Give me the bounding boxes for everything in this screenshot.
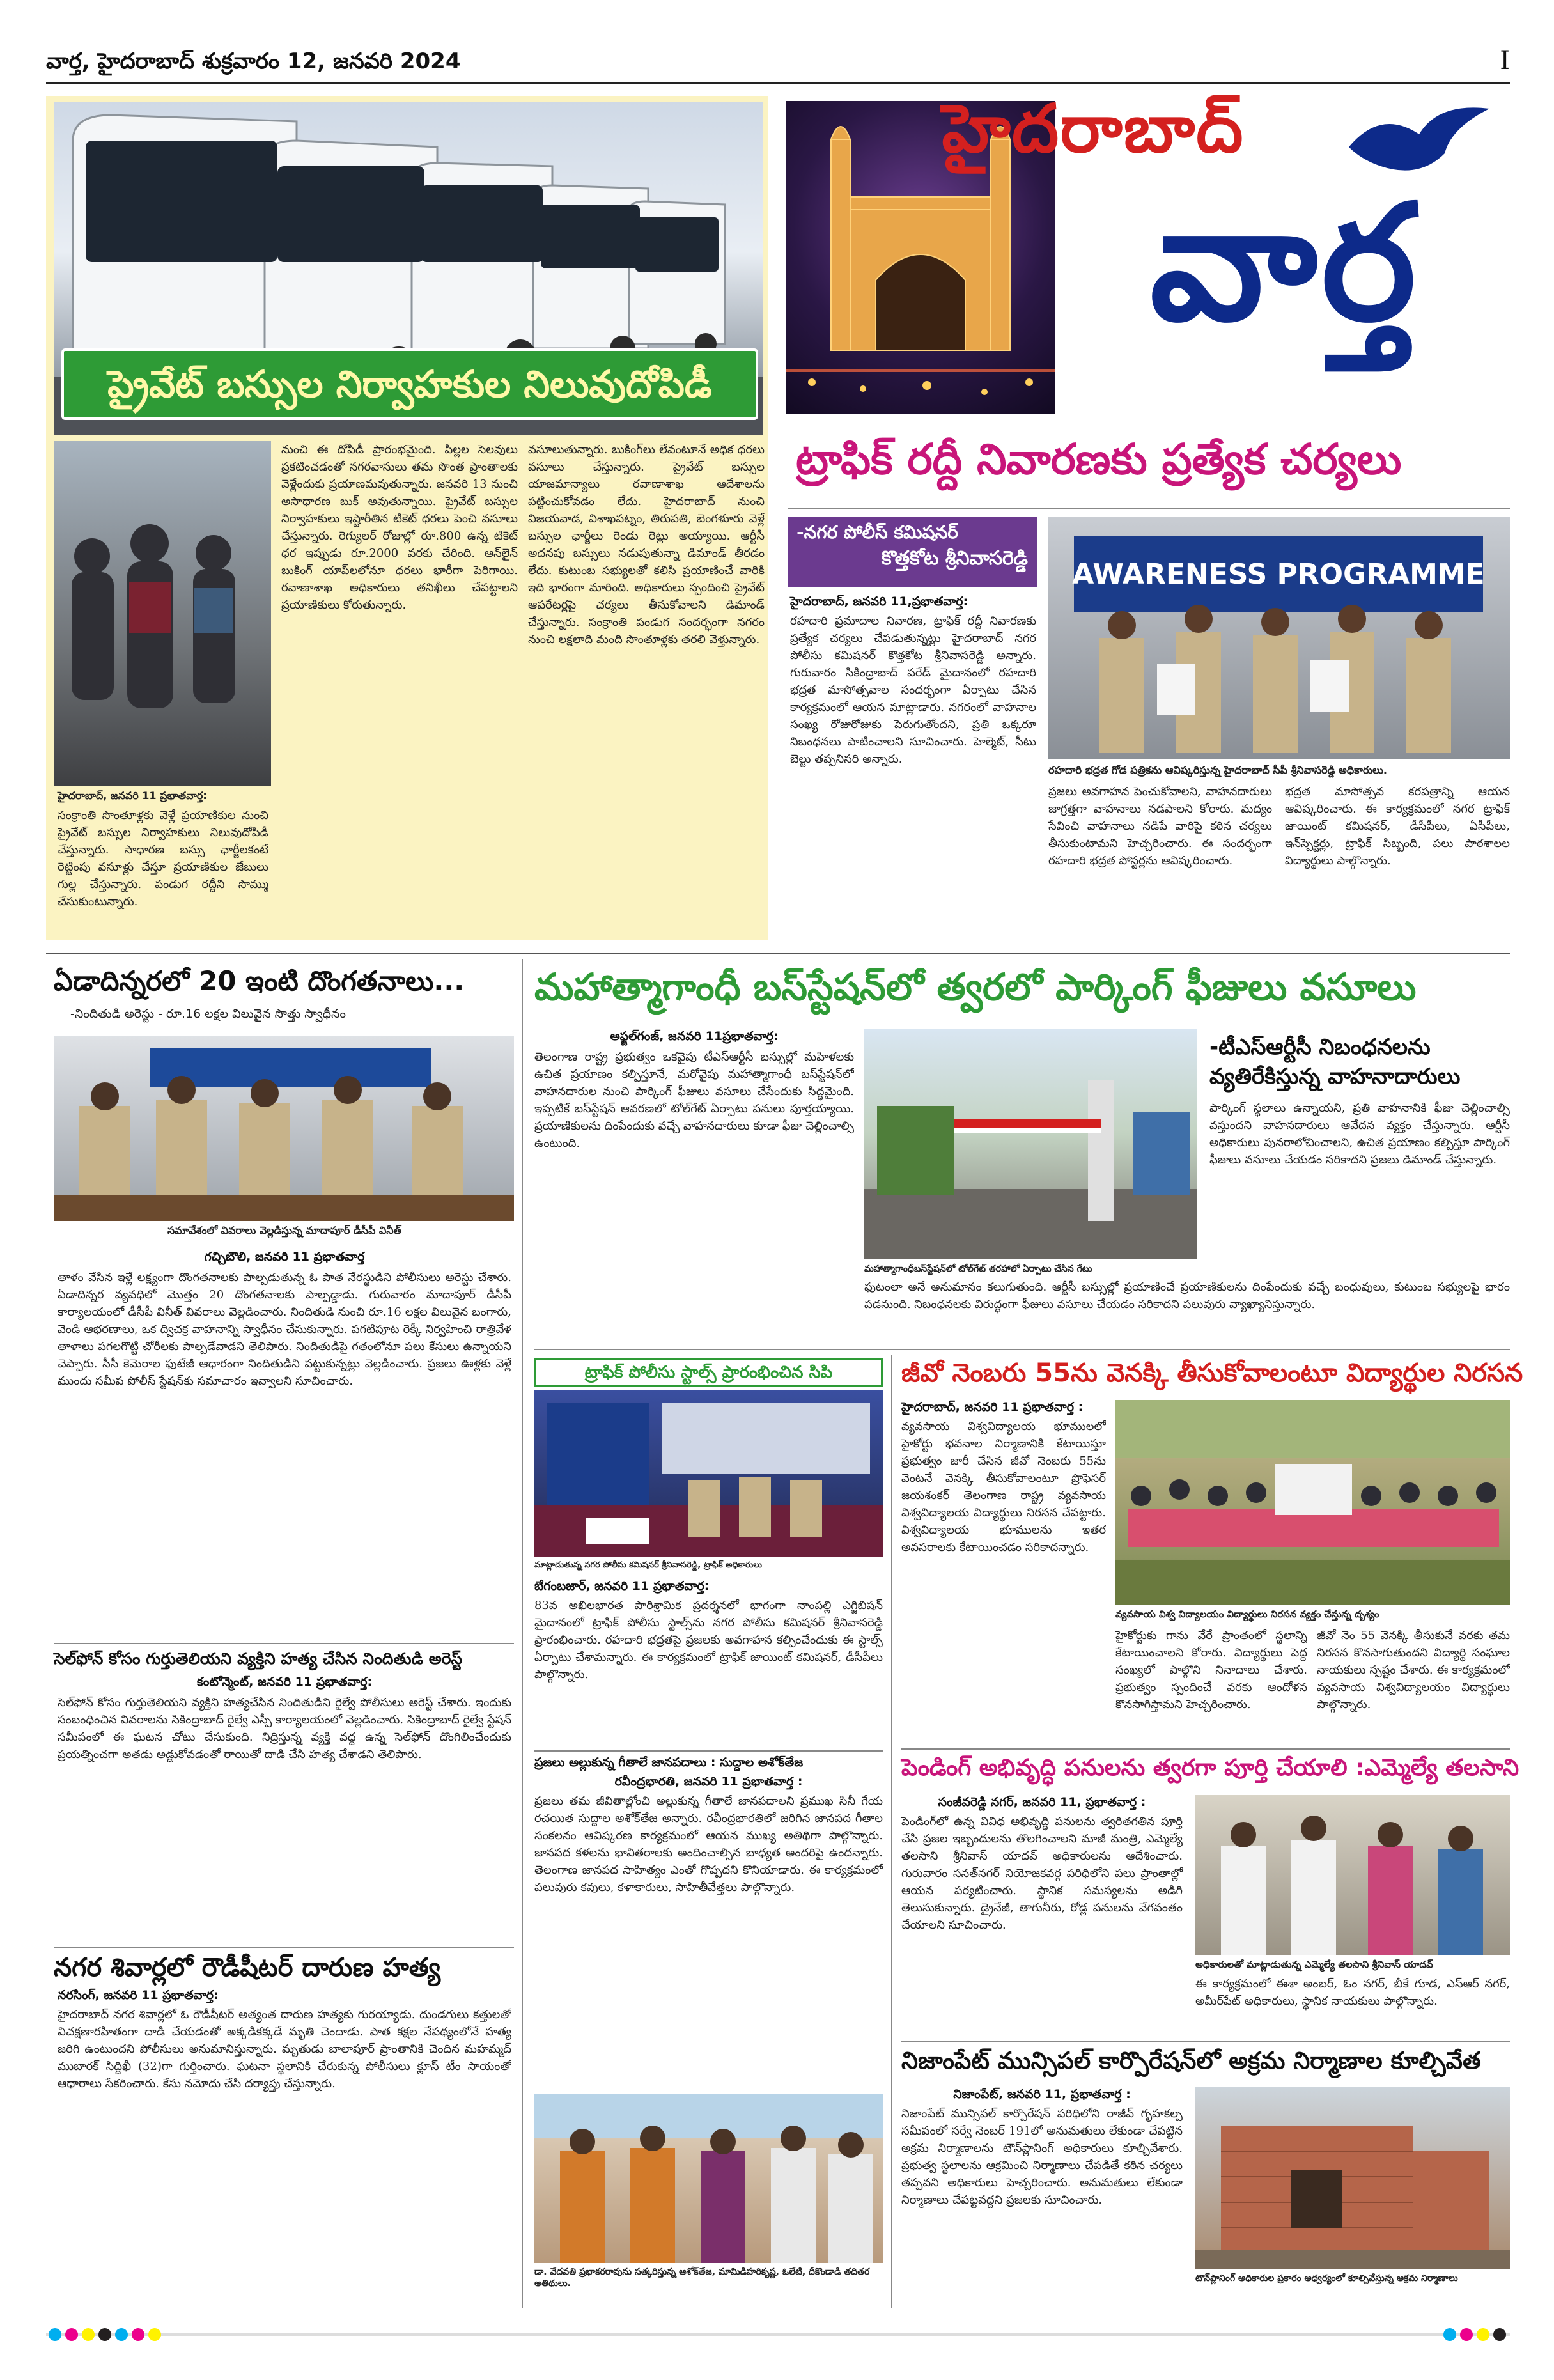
go55-dateline: హైదరాబాద్, జనవరి 11 ప్రభాతవార్త : (901, 1400, 1084, 1414)
demolition-photo-caption: టౌన్‌ప్లానింగ్ అధికారుల ప్రకారం అధ్వర్యంలో కూల్చివేస్తున్న అక్రమ నిర్మాణాలు (1195, 2273, 1458, 2283)
bus-body-col3: వసూలుతున్నారు. బుకింగ్‌లు లేవంటూనే అధిక ధరలు వసూలు చేస్తున్నారు. ప్రైవేట్ బస్సుల యాజమాన్యాలు రవాణాశాఖ ఆదేశాలను పట్టించుకోవడం లేదు. హైదరాబాద్ నుంచి విజయవాడ, విశాఖపట్నం, తిరుపతి, బెంగళూరు వెళ్లే బస్సుల ఛార్జీలు రెండు రెట్లు అయ్యాయి. ఆర్టీసీ అదనపు బస్సులు నడుపుతున్నా డిమాండ్ తీరడం లేదు. కుటుంబ సభ్యులతో కలిసి ప్రయాణించే వారికి ఇది భారంగా మారింది. అధికారులు స్పందించి ప్రైవేట్ ఆపరేటర్లపై చర్యలు తీసుకోవాలని డిమాండ్ చేస్తున్నారు. సంక్రాంతి పండుగ సందర్భంగా నగరం నుంచి లక్షలాది మంది సొంతూళ్లకు తరలి వెళ్తున్నారు. (528, 443, 765, 646)
naamtej-photo-caption: డా. వేదవతి ప్రభాకరరావును సత్కరిస్తున్న ఆశోక్‌తేజ, మామిడిహరికృష్ణ, ఓలేటి, దీకొండాడి తదితర అతిథులు. (534, 2267, 870, 2289)
naamtej-headline: ప్రజలు అల్లుకున్న గీతాలే జానపదాలు : సుద్దాల అశోక్‌తేజ (534, 1755, 804, 1769)
theft-photo (54, 1036, 514, 1221)
traffic-headline: ట్రాఫిక్ రద్దీ నివారణకు ప్రత్యేక చర్యలు (796, 435, 1402, 484)
naamtej-photo (534, 2094, 883, 2263)
toll-gate-illustration (864, 1029, 1197, 1259)
nizampet-body: నిజాంపేట్ మున్సిపల్ కార్పొరేషన్ పరిధిలోని రాజీవ్ గృహకల్ప సమీపంలో సర్వే నెంబర్ 191లో అనుమతులు లేకుండా చేపట్టిన అక్రమ నిర్మాణాలను టౌన్‌ప్లానింగ్ అధికారులు కూల్చివేశారు. ప్రభుత్వ స్థలాలను ఆక్రమించి నిర్మాణాలు చేపడితే కఠిన చర్యలు తప్పవని అధికారులు హెచ్చరించారు. అనుమతులు లేకుండా నిర్మాణాలు చేపట్టవద్దని ప్రజలకు సూచించారు. (901, 2107, 1183, 2207)
traffic-quote-box (788, 517, 1037, 587)
section-rule-4 (901, 2041, 1510, 2042)
left-column-rule (522, 959, 523, 2308)
nizampet-headline: నిజాంపేట్ మున్సిపల్ కార్పొరేషన్‌లో అక్రమ నిర్మాణాల కూల్చివేత (901, 2047, 1481, 2074)
traffic-quote-line1: -నగర పోలీస్ కమిషనర్ (796, 522, 958, 543)
naamtej-dateline: రవీంద్రభారతి, జనవరి 11 ప్రభాతవార్త : (614, 1775, 803, 1789)
theft-subhead: -నిందితుడి అరెస్టు - రూ.16 లక్షల విలువైన సొత్తు స్వాధీనం (70, 1007, 346, 1021)
traffic-event-illustration (1048, 517, 1510, 759)
protest-photo-caption: వ్యవసాయ విశ్వ విద్యాలయం విద్యార్థులు నిరసన వ్యక్తం చేస్తున్న దృశ్యం (1115, 1608, 1379, 1620)
traffic-dateline: హైదరాబాద్, జనవరి 11,ప్రభాతవార్త: (790, 595, 968, 609)
theft-headline: ఏడాదిన్నరలో 20 ఇంటి దొంగతనాలు... (54, 965, 465, 997)
dove-logo (1342, 96, 1496, 185)
protest-illustration (1115, 1400, 1510, 1605)
theft-photo-caption: సమావేశంలో వివరాలు వెల్లడిస్తున్న మాదాపూర్ డీసీపీ వినీత్ (167, 1224, 401, 1236)
svg-text:AWARENESS PROGRAMME: AWARENESS PROGRAMME (1072, 558, 1485, 591)
bus-headline: ప్రైవేట్ బస్సుల నిర్వాహకుల నిలువుదోపిడీ (107, 362, 712, 406)
rowdy-headline: నగర శివార్లలో రౌడీషీటర్ దారుణ హత్య (54, 1953, 441, 1982)
pending-body-col1: పెండింగ్‌లో ఉన్న వివిధ అభివృద్ధి పనులను త్వరితగతిన పూర్తి చేసి ప్రజల ఇబ్బందులను తొలగించాలని మాజీ మంత్రి, ఎమ్మెల్యే తలసాని శ్రీనివాస్ యాదవ్ అధికారులను ఆదేశించారు. గురువారం సనత్‌నగర్ నియోజకవర్గ పరిధిలోని పలు ప్రాంతాల్లో ఆయన పర్యటించారు. స్థానిక సమస్యలను అడిగి తెలుసుకున్నారు. డ్రైనేజీ, తాగునీరు, రోడ్ల పనులను వేగవంతం చేయాలని సూచించారు. (901, 1815, 1183, 1932)
naamtej-top-rule (534, 1750, 883, 1752)
traffic-photo (1048, 517, 1510, 759)
section-rule-2 (534, 1349, 1510, 1350)
stalls-dateline: బేగంబజార్, జనవరి 11 ప్రభాతవార్త: (534, 1579, 710, 1593)
toll-gate-caption: మహాత్మాగాంధీబస్‌స్టేషన్‌లో టోల్‌గేట్ తరహాలో ఏర్పాటు చేసిన గేటు (864, 1264, 1092, 1274)
cellphone-dateline: కంటోన్మెంట్, జనవరి 11 ప్రభాతవార్త: (196, 1675, 373, 1689)
nizampet-dateline: నిజాంపేట్, జనవరి 11, ప్రభాతవార్త : (953, 2087, 1131, 2101)
masthead-line: వార్త, హైదరాబాద్ శుక్రవారం 12, జనవరి 2024 (46, 49, 461, 74)
bus-body-col2: నుంచి ఈ దోపిడీ ప్రారంభమైంది. పిల్లల సెలవులు ప్రకటించడంతో నగరవాసులు తమ సొంత ప్రాంతాలకు వెళ్లేందుకు ప్రయాణమవుతున్నారు. జనవరి 13 నుంచి అసాధారణ బుక్ అవుతున్నాయి. ప్రైవేట్ బస్సుల నిర్వాహకులు ఇష్టారీతిన టికెట్ ధరలు పెంచి వసూలు చేస్తున్నారు. రెగ్యులర్ రోజుల్లో రూ.800 ఉన్న టికెట్ ధర ఇప్పుడు రూ.2000 వరకు చేరింది. ఆన్‌లైన్ బుకింగ్ యాప్‌లలోనూ ధరలు భారీగా పెరిగాయి. రవాణాశాఖ అధికారులు తనిఖీలు చేపట్టాలని ప్రయాణికులు కోరుతున్నారు. (281, 443, 518, 612)
pending-photo (1195, 1795, 1510, 1955)
rowdy-top-rule (54, 1947, 514, 1948)
commuters-photo (54, 441, 271, 786)
theft-body: తాళం వేసిన ఇళ్లే లక్ష్యంగా దొంగతనాలకు పాల్పడుతున్న ఓ పాత నేరస్థుడిని పోలీసులు అరెస్టు చేశారు. ఏడాదిన్నర వ్యవధిలో మొత్తం 20 దొంగతనాలకు పాల్పడ్డాడు. గురువారం మాదాపూర్ డీసీపీ కార్యాలయంలో డీసీపీ వినీత్ వివరాలు వెల్లడించారు. నిందితుడి నుంచి రూ.16 లక్షల విలువైన బంగారు, వెండి ఆభరణాలు, ఒక ద్విచక్ర వాహనాన్ని స్వాధీనం చేసుకున్నారు. పగటిపూట రెక్కీ నిర్వహించి రాత్రివేళ తాళాలు పగలగొట్టి చోరీలకు పాల్పడేవాడని తెలిపారు. నిందితుడిపై గతంలోనూ పలు కేసులు ఉన్నాయని చెప్పారు. సీసీ కెమెరాల ఫుటేజీ ఆధారంగా నిందితుడిని పట్టుకున్నట్లు వెల్లడించారు. ప్రజలు ఊళ్లకు వెళ్లే ముందు సమీప పోలీస్ స్టేషన్‌కు సమాచారం ఇవ్వాలని సూచించారు. (58, 1271, 511, 1388)
naamtej-felicitation-illustration (534, 2094, 883, 2263)
demolition-photo (1195, 2087, 1510, 2269)
traffic-body-col3: భద్రత మాసోత్సవ కరపత్రాన్ని ఆయన ఆవిష్కరించారు. ఈ కార్యక్రమంలో నగర ట్రాఫిక్ జాయింట్ కమిషనర్, డీసీపీలు, ఏసీపీలు, ఇన్‌స్పెక్టర్లు, ట్రాఫిక్ సిబ్బంది, పలు పాఠశాలల విద్యార్థులు పాల్గొన్నారు. (1285, 785, 1510, 867)
rowdy-body: హైదరాబాద్ నగర శివార్లలో ఓ రౌడీషీటర్ అత్యంత దారుణ హత్యకు గురయ్యాడు. దుండగులు కత్తులతో విచక్షణారహితంగా దాడి చేయడంతో అక్కడికక్కడే మృతి చెందాడు. పాత కక్షల నేపథ్యంలోనే హత్య జరిగి ఉంటుందని పోలీసులు అనుమానిస్తున్నారు. మృతుడు బాలాపూర్ ప్రాంతానికి చెందిన మహమ్మద్ ముబారక్ సిద్దిఖీ (32)గా గుర్తించారు. ఘటనా స్థలానికి చేరుకున్న పోలీసులు క్లూస్ టీం సాయంతో ఆధారాలు సేకరించారు. కేసు నమోదు చేసి దర్యాప్తు చేస్తున్నారు. (58, 2008, 511, 2090)
traffic-body-col1: రహదారి ప్రమాదాల నివారణ, ట్రాఫిక్ రద్దీ నివారణకు ప్రత్యేక చర్యలు చేపడుతున్నట్లు హైదరాబాద్ నగర పోలీసు కమిషనర్ కొత్తకోట శ్రీనివాసరెడ్డి అన్నారు. గురువారం సికింద్రాబాద్ పరేడ్ మైదానంలో రహదారి భద్రత మాసోత్సవాల సందర్భంగా ఏర్పాటు చేసిన కార్యక్రమంలో ఆయన మాట్లాడారు. నగరంలో వాహనాల సంఖ్య రోజురోజుకు పెరుగుతోందని, ప్రతి ఒక్కరూ నిబంధనలు పాటించాలని సూచించారు. హెల్మెట్, సీటు బెల్టు తప్పనిసరి అన్నారు. (790, 614, 1036, 766)
parking-kicker: -టీఎస్‌ఆర్టీసీ నిబంధనలను వ్యతిరేకిస్తున్న వాహనాదారులు (1209, 1034, 1461, 1089)
pending-photo-caption: అధికారులతో మాట్లాడుతున్న ఎమ్మెల్యే తలసాని శ్రీనివాస్ యాదవ్ (1195, 1959, 1433, 1970)
rowdy-dateline: నరసింగ్, జనవరి 11 ప్రభాతవార్త: (58, 1988, 219, 2002)
theft-dateline: గచ్చిబౌలి, జనవరి 11 ప్రభాతవార్త (204, 1250, 365, 1264)
cellphone-top-rule (54, 1643, 514, 1644)
cellphone-headline: సెల్‌ఫోన్ కోసం గుర్తుతెలియని వ్యక్తిని హత్య చేసిన నిందితుడి అరెస్ట్ (54, 1649, 463, 1668)
stalls-body: 83వ అఖిలభారత పారిశ్రామిక ప్రదర్శనలో భాగంగా నాంపల్లి ఎగ్జిబిషన్ మైదానంలో ట్రాఫిక్ పోలీసు స్టాల్స్‌ను నగర పోలీసు కమిషనర్ శ్రీనివాసరెడ్డి ప్రారంభించారు. రహదారి భద్రతపై ప్రజలకు అవగాహన కల్పించేందుకు ఈ స్టాల్స్ ఏర్పాటు చేశామన్నారు. ఈ కార్యక్రమంలో ట్రాఫిక్ జాయింట్ కమిషనర్, డీసీపీలు పాల్గొన్నారు. (534, 1599, 883, 1681)
page-number: I (1500, 46, 1510, 75)
parking-body-col2: ఫుటంలా అనే అనుమానం కలుగుతుంది. ఆర్టీసీ బస్సుల్లో ప్రయాణించే ప్రయాణికులను దింపేందుకు వచ్చే బంధువులు, కుటుంబ సభ్యులపై భారం పడనుంది. నిబంధనలకు విరుద్ధంగా ఫీజులు వసూలు చేయడం సరికాదని పలువురు వ్యాఖ్యానిస్తున్నారు. (864, 1280, 1510, 1311)
parking-body-col1: తెలంగాణ రాష్ట్ర ప్రభుత్వం ఒకవైపు టీఎస్‌ఆర్టీసీ బస్సుల్లో మహిళలకు ఉచిత ప్రయాణం కల్పిస్తూనే, మరోవైపు మహాత్మాగాంధీ బస్‌స్టేషన్‌లో వాహనదారుల నుంచి పార్కింగ్ ఫీజులు వసూలు చేసేందుకు సిద్ధమైంది. ఇప్పటికే బస్‌స్టేషన్ ఆవరణలో టోల్‌గేట్ ఏర్పాటు పనులు పూర్తయ్యాయి. ప్రయాణికులను దింపేందుకు వచ్చే వాహనదారులు కూడా ఫీజు చెల్లించాల్సి ఉంటుంది. (534, 1050, 854, 1150)
bus-photo-caption: హైదరాబాద్, జనవరి 11 ప్రభాతవార్త: (58, 789, 207, 802)
protest-photo (1115, 1400, 1510, 1605)
parking-headline: మహాత్మాగాంధీ బస్‌స్టేషన్‌లో త్వరలో పార్కింగ్ ఫీజులు వసూలు (534, 965, 1417, 1009)
pending-headline: పెండింగ్ అభివృద్ధి పనులను త్వరగా పూర్తి చేయాలి :ఎమ్మెల్యే తలసాని (901, 1755, 1519, 1781)
parking-body-col3: పార్కింగ్ స్థలాలు ఉన్నాయని, ప్రతి వాహనానికి ఫీజు చెల్లించాల్సి వస్తుందని వాహనదారులు ఆవేదన వ్యక్తం చేస్తున్నారు. ఆర్టీసీ అధికారులు పునరాలోచించాలని, ఉచిత ప్రయాణం కల్పిస్తూ పార్కింగ్ ఫీజులు వసూలు చేయడం సరికాదని ప్రజలు డిమాండ్ చేస్తున్నారు. (1209, 1101, 1510, 1167)
go55-body-col1: వ్యవసాయ విశ్వవిద్యాలయ భూములలో హైకోర్టు భవనాల నిర్మాణానికి కేటాయిస్తూ ప్రభుత్వం జారీ చేసిన జీవో నెంబరు 55ను వెంటనే వెనక్కి తీసుకోవాలంటూ ప్రొఫెసర్ జయశంకర్ తెలంగాణ రాష్ట్ర వ్యవసాయ విశ్వవిద్యాలయ విద్యార్థులు నిరసన చేపట్టారు. విశ్వవిద్యాలయ భూములను ఇతర అవసరాలకు కేటాయించడం సరికాదన్నారు. (901, 1420, 1106, 1554)
cellphone-body: సెల్‌ఫోన్ కోసం గుర్తుతెలియని వ్యక్తిని హత్యచేసిన నిందితుడిని రైల్వే పోలీసులు అరెస్ట్ చేశారు. ఇందుకు సంబంధించిన వివరాలను సికింద్రాబాద్ రైల్వే ఎస్పీ కార్యాలయంలో వెల్లడించారు. సికింద్రాబాద్ రైల్వే స్టేషన్ సమీపంలో ఈ ఘటన చోటు చేసుకుంది. నిద్రిస్తున్న వ్యక్తి వద్ద ఉన్న సెల్‌ఫోన్ దొంగిలించేందుకు ప్రయత్నించగా అతడు అడ్డుకోవడంతో రాయితో దాడి చేసి హత్య చేశాడని తెలిపారు. (58, 1696, 511, 1761)
middle-column-rule (891, 1355, 892, 2308)
traffic-quote-line2: కొత్తకోట శ్రీనివాసరెడ్డి (881, 547, 1028, 570)
page-header (46, 46, 1510, 77)
stalls-headline-box (534, 1358, 883, 1387)
pending-dateline: సంజీవరెడ్డి నగర్, జనవరి 11, ప్రభాతవార్త : (938, 1795, 1146, 1809)
print-registration-strip (46, 2327, 1510, 2342)
stalls-photo-caption: మాట్లాడుతున్న నగర పోలీసు కమిషనర్ శ్రీనివాసరెడ్డి, ట్రాఫిక్ అధికారులు (534, 1560, 762, 1570)
stalls-photo (534, 1390, 883, 1557)
go55-body-col3: జీవో నెం 55 వెనక్కి తీసుకునే వరకు తమ నిరసన కొనసాగుతుందని విద్యార్థి సంఘాల నాయకులు స్పష్టం చేశారు. ఈ కార్యక్రమంలో వ్యవసాయ విశ్వవిద్యాలయం విద్యార్థులు పాల్గొన్నారు. (1317, 1629, 1510, 1711)
stalls-event-illustration (534, 1390, 883, 1557)
commuters-illustration (54, 441, 271, 786)
traffic-headline-rule (788, 508, 1510, 509)
parking-dateline: అఫ్జల్‌గంజ్, జనవరి 11ప్రభాతవార్త: (610, 1029, 779, 1043)
section-rule-1 (46, 953, 1510, 954)
demolition-illustration (1195, 2087, 1510, 2269)
bus-headline-bar (61, 348, 758, 420)
traffic-body-col2: ప్రజలు అవగాహన పెంచుకోవాలని, వాహనదారులు జాగ్రత్తగా వాహనాలు నడపాలని కోరారు. మద్యం సేవించి వాహనాలు నడిపే వారిపై కఠిన చర్యలు తీసుకుంటామని హెచ్చరించారు. ఈ సందర్భంగా రహదారి భద్రత పోస్టర్లను ఆవిష్కరించారు. (1048, 785, 1272, 867)
go55-headline: జీవో నెంబరు 55ను వెనక్కి తీసుకోవాలంటూ విద్యార్థుల నిరసన (901, 1358, 1523, 1388)
mla-visit-illustration (1195, 1795, 1510, 1955)
header-rule (46, 82, 1510, 84)
toll-gate-photo (864, 1029, 1197, 1259)
police-press-illustration (54, 1036, 514, 1221)
naamtej-body: ప్రజలు తమ జీవితాల్లోంచి అల్లుకున్న గీతాలే జానపదాలని ప్రముఖ సినీ గేయ రచయిత సుద్దాల అశోక్‌తేజ అన్నారు. రవీంద్రభారతిలో జరిగిన జానపద గీతాల సంకలనం ఆవిష్కరణ కార్యక్రమంలో ఆయన ముఖ్య అతిథిగా పాల్గొన్నారు. జానపద కళలను భావితరాలకు అందించాల్సిన బాధ్యత అందరిపై ఉందన్నారు. తెలంగాణ జానపద సాహిత్యం ఎంతో గొప్పదని కొనియాడారు. ఈ కార్యక్రమంలో పలువురు కవులు, కళాకారులు, సాహితీవేత్తలు పాల్గొన్నారు. (534, 1794, 883, 1894)
traffic-photo-caption: రహదారి భద్రత గోడ పత్రికను ఆవిష్కరిస్తున్న హైదరాబాద్ సీపీ శ్రీనివాసరెడ్డి అధికారులు. (1048, 764, 1387, 776)
pending-body-col2: ఈ కార్యక్రమంలో ఈశా అంబర్, ఓం నగర్, బీకే గూడ, ఎస్ఆర్ నగర్, అమీర్‌పేట్ అధికారులు, స్థానిక నాయకులు పాల్గొన్నారు. (1195, 1977, 1510, 2008)
go55-body-col2: హైకోర్టుకు గాను వేరే ప్రాంతంలో స్థలాన్ని కేటాయించాలని కోరారు. విద్యార్థులు పెద్ద సంఖ్యలో పాల్గొని నినాదాలు చేశారు. ప్రభుత్వం స్పందించే వరకు ఆందోళన కొనసాగిస్తామని హెచ్చరించారు. (1115, 1629, 1307, 1711)
dove-icon (1342, 96, 1496, 185)
section-rule-3 (901, 1748, 1510, 1750)
masthead-city: హైదరాబాద్ (942, 89, 1245, 167)
masthead-name: వార్త (1149, 170, 1420, 356)
stalls-headline: ట్రాఫిక్ పోలీసు స్టాల్స్ ప్రారంభించిన సిపి (584, 1363, 833, 1382)
registration-marks (46, 2327, 1510, 2342)
bus-body-col1: సంక్రాంతి సొంతూళ్లకు వెళ్లే ప్రయాణికుల నుంచి ప్రైవేట్ బస్సుల నిర్వాహకులు నిలువుదోపిడీ చేస్తున్నారు. సాధారణ బస్సు ఛార్జీలకంటే రెట్టింపు వసూళ్లు చేస్తూ ప్రయాణికుల జేబులు గుల్ల చేస్తున్నారు. పండుగ రద్దీని సొమ్ము చేసుకుంటున్నారు. (58, 809, 268, 908)
